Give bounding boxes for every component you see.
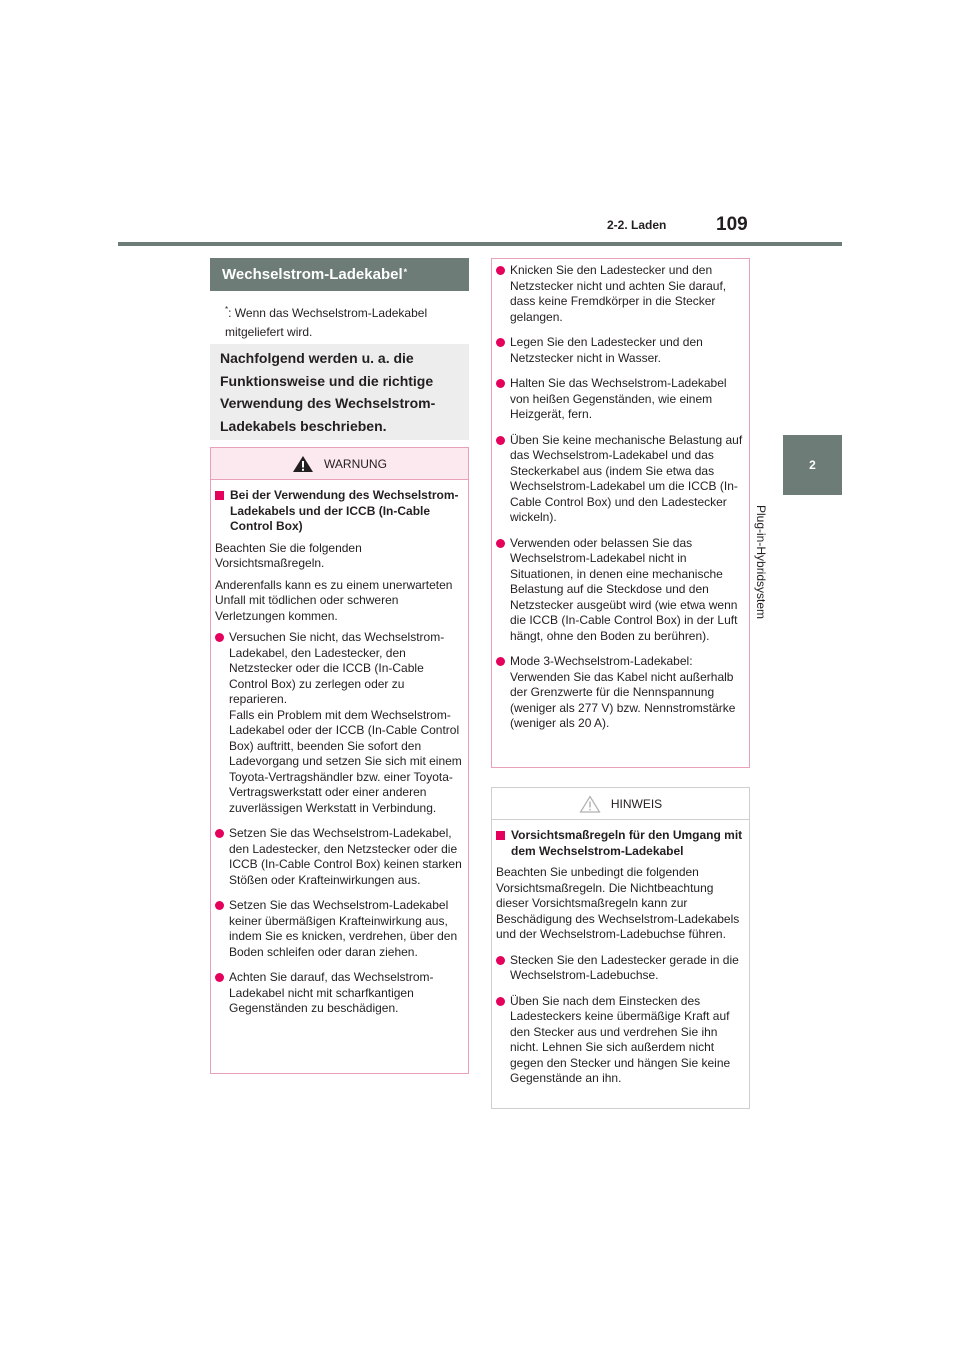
square-bullet-icon	[215, 491, 224, 500]
dot-bullet-icon	[496, 436, 505, 445]
footnote-mark: *	[225, 305, 229, 314]
warning-body-continued	[492, 259, 749, 748]
list-item: Stecken Sie den Ladestecker gerade in die Wechselstrom-Ladebuchse.	[496, 953, 743, 984]
dot-bullet-icon	[496, 539, 505, 548]
notice-paragraph: Beachten Sie unbedingt die folgenden Vorsichtsmaßregeln. Die Nichtbeachtung dieser Vorsichtsmaßregeln kann zur Beschädigung des Wechselstrom-Ladekabels und der Wechselstrom-Ladebuchse führen.	[496, 865, 740, 941]
section-label: 2-2. Laden	[607, 218, 667, 232]
footnote	[213, 300, 469, 342]
list-item: Knicken Sie den Ladestecker und den Netzstecker nicht und achten Sie darauf, dass keine Fremdkörper in die Stecker gelangen.	[496, 263, 743, 325]
warning-paragraph: Beachten Sie die folgenden Vorsichtsmaßregeln.	[215, 540, 362, 570]
notice-label: HINWEIS	[610, 796, 663, 811]
list-item: Halten Sie das Wechselstrom-Ladekabel von heißen Gegenständen, wie einem Heizgerät, fern.	[496, 376, 743, 423]
dot-bullet-icon	[496, 956, 505, 965]
footnote-text: : Wenn das Wechselstrom-Ladekabel mitgeliefert wird.	[225, 306, 428, 339]
dot-bullet-icon	[215, 901, 224, 910]
list-item: Setzen Sie das Wechselstrom-Ladekabel, den Ladestecker, den Netzstecker oder die ICCB (In-Cable Control Box) keinen starken Stößen oder Krafteinwirkungen aus.	[215, 826, 462, 888]
caution-triangle-icon	[579, 795, 601, 813]
section-title	[210, 258, 469, 291]
warning-triangle-icon	[292, 455, 314, 473]
header-rule	[118, 242, 842, 246]
intro-summary: Nachfolgend werden u. a. die Funktionsweise und die richtige Verwendung des Wechselstrom-Ladekabels beschrieben.	[210, 344, 469, 440]
notice-box	[491, 787, 750, 1109]
square-bullet-icon	[496, 831, 505, 840]
list-item: Üben Sie keine mechanische Belastung auf das Wechselstrom-Ladekabel und das Steckerkabel aus (indem Sie etwa das Wechselstrom-Ladekabel um die ICCB (In-Cable Control Box) und den Ladestecker wickeln).	[496, 433, 743, 526]
dot-bullet-icon	[496, 997, 505, 1006]
notice-body	[492, 820, 749, 1103]
section-title-text: Wechselstrom-Ladekabel	[222, 266, 403, 283]
list-item: Achten Sie darauf, das Wechselstrom-Ladekabel nicht mit scharfkantigen Gegenständen zu beschädigen.	[215, 970, 462, 1017]
warning-label: WARNUNG	[324, 456, 387, 471]
warning-box	[210, 447, 469, 1074]
list-item: Versuchen Sie nicht, das Wechselstrom-Ladekabel, den Ladestecker, den Netzstecker oder die ICCB (In-Cable Control Box) zu zerlegen oder zu reparieren. Falls ein Problem mit dem Wechselstrom-Ladekabel oder der ICCB (In-Cable Control Box) auftritt, beenden Sie sofort den Ladevorgang und setzen Sie sich mit einem Toyota-Vertragshändler bzw. einer Toyota-Vertragswerkstatt oder einer anderen zuverlässigen Werkstatt in Verbindung.	[215, 630, 462, 816]
dot-bullet-icon	[496, 266, 505, 275]
warning-header	[211, 448, 468, 480]
list-item: Legen Sie den Ladestecker und den Netzstecker nicht in Wasser.	[496, 335, 743, 366]
warning-heading	[215, 488, 462, 535]
dot-bullet-icon	[496, 657, 505, 666]
chapter-tab	[783, 435, 842, 495]
notice-heading-text: Vorsichtsmaßregeln für den Umgang mit dem Wechselstrom-Ladekabel	[511, 828, 743, 858]
dot-bullet-icon	[496, 379, 505, 388]
dot-bullet-icon	[215, 829, 224, 838]
chapter-label-container	[753, 505, 822, 655]
list-item: Mode 3-Wechselstrom-Ladekabel: Verwenden Sie das Kabel nicht außerhalb der Grenzwerte für die Nennspannung (weniger als 277 V) bzw. Nennstromstärke (weniger als 20 A).	[496, 654, 743, 732]
chapter-label: Plug-in-Hybridsystem	[753, 505, 768, 620]
warning-box-continued	[491, 258, 750, 768]
dot-bullet-icon	[215, 973, 224, 982]
list-item: Verwenden oder belassen Sie das Wechselstrom-Ladekabel nicht in Situationen, in denen eine mechanische Belastung auf die Steckdose und den Netzstecker ausgeübt wird (wie etwa wenn die ICCB (In-Cable Control Box) in der Luft hängt, ohne den Boden zu berühren).	[496, 536, 743, 645]
section-title-mark: *	[403, 266, 408, 277]
warning-heading-text: Bei der Verwendung des Wechselstrom-Ladekabels und der ICCB (In-Cable Control Box)	[230, 488, 459, 533]
chapter-number: 2	[809, 458, 816, 472]
notice-header	[492, 788, 749, 820]
notice-heading	[496, 828, 743, 859]
list-item: Üben Sie nach dem Einstecken des Ladesteckers keine übermäßige Kraft auf den Stecker aus und verdrehen Sie ihn nicht. Lehnen Sie sich außerdem nicht gegen den Stecker und hängen Sie keine Gegenstände an ihn.	[496, 994, 743, 1087]
dot-bullet-icon	[215, 633, 224, 642]
dot-bullet-icon	[496, 338, 505, 347]
page-number: 109	[716, 214, 748, 235]
warning-body	[211, 480, 468, 1033]
list-item: Setzen Sie das Wechselstrom-Ladekabel keiner übermäßigen Krafteinwirkung aus, indem Sie es knicken, verdrehen, über den Boden schleifen oder daran ziehen.	[215, 898, 462, 960]
warning-paragraph: Anderenfalls kann es zu einem unerwarteten Unfall mit tödlichen oder schweren Verletzungen kommen.	[215, 577, 453, 623]
